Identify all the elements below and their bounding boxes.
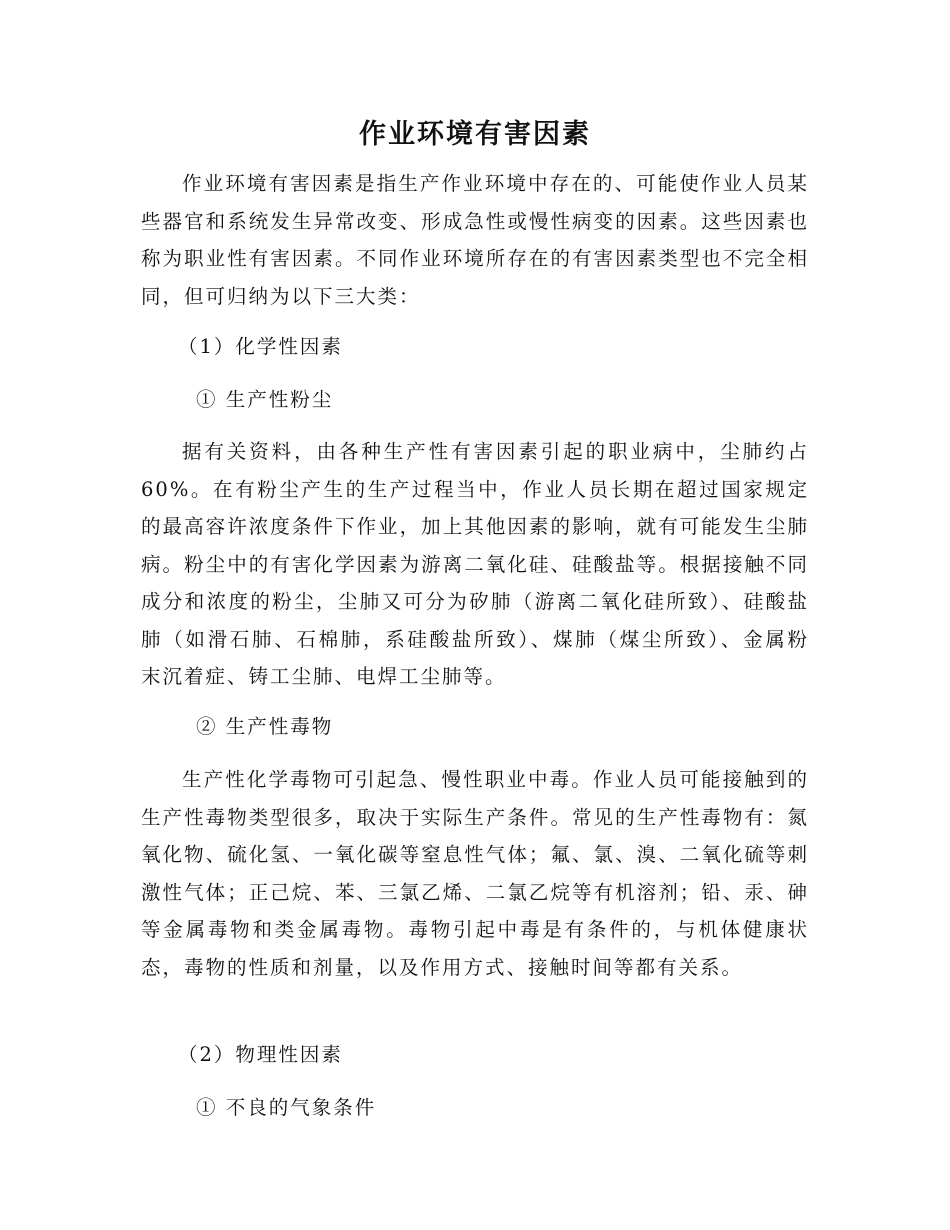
section-heading-physical: （2）物理性因素 (178, 1043, 343, 1066)
subheading-poisons: ② 生产性毒物 (196, 715, 334, 738)
poisons-paragraph: 生产性化学毒物可引起急、慢性职业中毒。作业人员可能接触到的生产性毒物类型很多，取决于实际生产条件。常见的生产性毒物有：氮氧化物、硫化氢、一氧化碳等窒息性气体；氟、氯、溴、二氧化硫等刺激性气体；正己烷、苯、三氯乙烯、二氯乙烷等有机溶剂；铅、汞、砷等金属毒物和类金属毒物。毒物引起中毒是有条件的，与机体健康状态，毒物的性质和剂量，以及作用方式、接触时间等都有关系。 (141, 768, 809, 979)
page-title: 作业环境有害因素 (359, 119, 591, 150)
section-heading-chemical: （1）化学性因素 (178, 335, 343, 358)
subheading-dust: ① 生产性粉尘 (196, 388, 334, 411)
dust-paragraph: 据有关资料，由各种生产性有害因素引起的职业病中，尘肺约占60%。在有粉尘产生的生产过程当中，作业人员长期在超过国家规定的最高容许浓度条件下作业，加上其他因素的影响，就有可能发生尘肺病。粉尘中的有害化学因素为游离二氧化硅、硅酸盐等。根据接触不同成分和浓度的粉尘，尘肺又可分为矽肺（游离二氧化硅所致）、硅酸盐肺（如滑石肺、石棉肺，系硅酸盐所致）、煤肺（煤尘所致）、金属粉末沉着症、铸工尘肺、电焊工尘肺等。 (141, 440, 809, 688)
subheading-weather: ① 不良的气象条件 (196, 1096, 377, 1119)
intro-paragraph: 作业环境有害因素是指生产作业环境中存在的、可能使作业人员某些器官和系统发生异常改变、形成急性或慢性病变的因素。这些因素也称为职业性有害因素。不同作业环境所存在的有害因素类型也不完全相同，但可归纳为以下三大类： (141, 172, 809, 308)
